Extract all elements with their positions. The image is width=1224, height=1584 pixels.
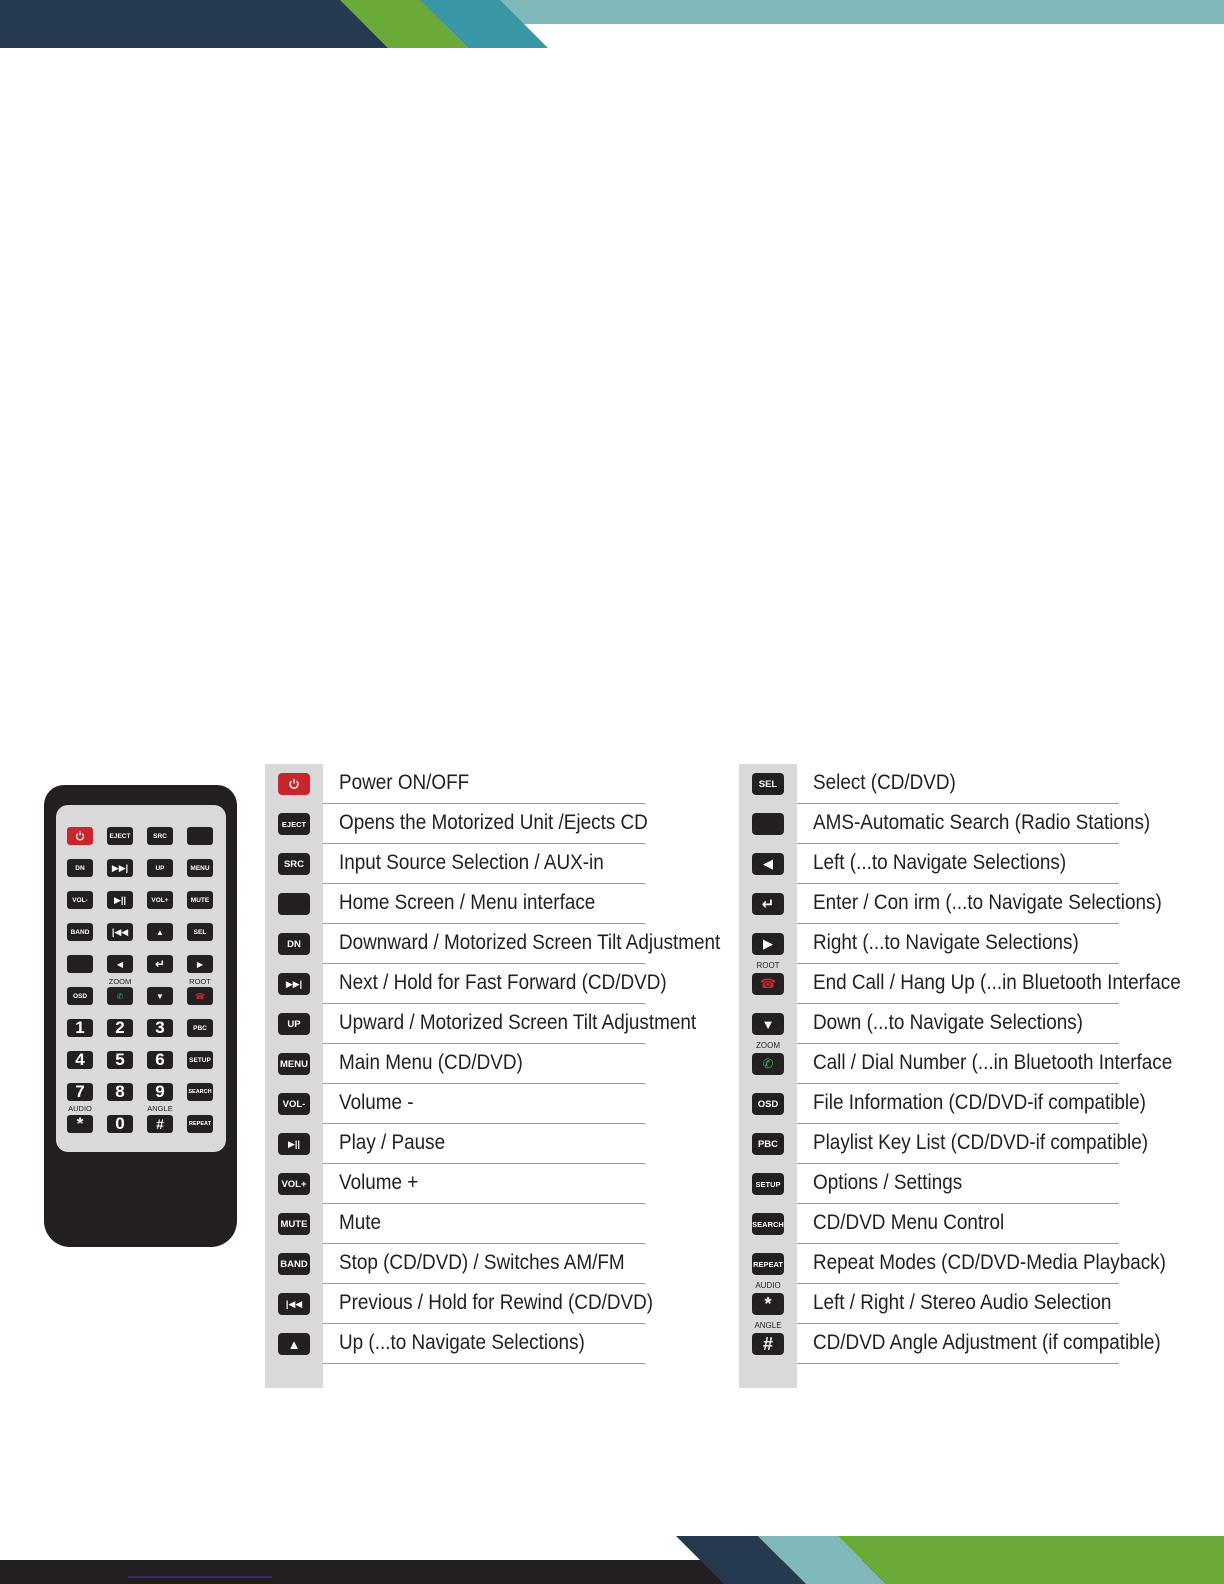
function-row — [265, 1324, 645, 1364]
remote-eject-key: EJECT — [107, 827, 133, 845]
key-label: VOL- — [282, 1098, 306, 1110]
function-description: Call / Dial Number (...in Bluetooth Interface — [813, 1051, 1173, 1074]
function-description: End Call / Hang Up (...in Bluetooth Interface — [813, 971, 1181, 994]
remote-enter-key: ↵ — [147, 955, 173, 973]
function-row — [739, 804, 1151, 844]
row-divider — [323, 1363, 645, 1364]
down-arrow-icon: ▼ — [752, 1013, 784, 1035]
remote-hang-up-key: ☎ — [187, 987, 213, 1005]
vol-key-icon — [278, 1173, 310, 1195]
key-label: SEL — [758, 778, 778, 790]
eject-key-icon — [278, 813, 310, 835]
function-row — [265, 1244, 645, 1284]
key-label: SEARCH — [752, 1219, 784, 1229]
sel-key-icon — [752, 773, 784, 795]
key-label: VOL+ — [281, 1178, 307, 1190]
function-row — [265, 964, 667, 1004]
remote-zoom-label: ZOOM — [108, 977, 132, 986]
remote-key-7: 7 — [67, 1083, 93, 1101]
key-label: BAND — [280, 1258, 308, 1270]
function-row — [739, 1004, 1119, 1044]
hang-up-icon: ☎ ROOT — [752, 973, 784, 995]
key-label: OSD — [757, 1098, 779, 1110]
enter-icon: ↵ — [752, 893, 784, 915]
remote-power-key — [67, 827, 93, 845]
remote-root-label: ROOT — [189, 977, 211, 986]
remote-band-key: BAND — [67, 923, 93, 941]
function-row — [739, 1124, 1149, 1164]
function-description: Enter / Con irm (...to Navigate Selections) — [813, 891, 1162, 914]
remote-hash-key: # — [147, 1115, 173, 1133]
function-row — [265, 924, 721, 964]
function-description: Playlist Key List (CD/DVD-if compatible) — [813, 1131, 1149, 1154]
key-label: SRC — [283, 858, 305, 870]
function-description: Input Source Selection / AUX-in — [339, 851, 604, 874]
remote-up-key: UP — [147, 859, 173, 877]
remote-previous-key: |◀◀ — [107, 923, 133, 941]
dn-key-icon — [278, 933, 310, 955]
row-divider — [797, 1363, 1119, 1364]
function-row — [739, 844, 1119, 884]
remote-key-2: 2 — [107, 1019, 133, 1037]
remote-up-arrow-key: ▲ — [147, 923, 173, 941]
osd-key-icon — [752, 1093, 784, 1115]
remote-key-0: 0 — [107, 1115, 133, 1133]
function-row — [265, 764, 645, 804]
function-description: Opens the Motorized Unit /Ejects CD — [339, 811, 648, 834]
key-label: # — [762, 1333, 773, 1354]
previous-icon: |◀◀ — [278, 1293, 310, 1315]
up-key-icon — [278, 1013, 310, 1035]
function-row — [265, 844, 645, 884]
key-label: MUTE — [280, 1218, 308, 1230]
star-key-icon — [752, 1281, 784, 1315]
repeat-key-icon — [752, 1253, 784, 1275]
remote-key-3: 3 — [147, 1019, 173, 1037]
remote-audio-label: AUDIO — [68, 1104, 92, 1113]
remote-ams-key — [67, 955, 93, 973]
setup-key-icon — [752, 1173, 784, 1195]
footer-band — [0, 1536, 1224, 1584]
remote-key-1: 1 — [67, 1019, 93, 1037]
remote-search-key: SEARCH — [187, 1083, 213, 1101]
function-description: Mute — [339, 1211, 382, 1234]
function-row — [265, 1204, 645, 1244]
play-pause-icon: ▶|| — [278, 1133, 310, 1155]
function-row — [265, 1004, 697, 1044]
remote-mute-key: MUTE — [187, 891, 213, 909]
function-description: Volume + — [339, 1171, 419, 1194]
remote-vol-minus-key: VOL- — [67, 891, 93, 909]
band-key-icon — [278, 1253, 310, 1275]
remote-left-arrow-key: ◀ — [107, 955, 133, 973]
function-description: Next / Hold for Fast Forward (CD/DVD) — [339, 971, 667, 994]
function-row — [265, 1084, 645, 1124]
remote-next-key: ▶▶| — [107, 859, 133, 877]
function-row — [265, 1164, 645, 1204]
src-key-icon — [278, 853, 310, 875]
key-sub-label: ANGLE — [754, 1321, 782, 1330]
function-row — [265, 884, 645, 924]
function-description: Play / Pause — [339, 1131, 446, 1154]
remote-repeat-key: REPEAT — [187, 1115, 213, 1133]
function-row — [265, 804, 648, 844]
function-row — [739, 1164, 1119, 1204]
up-arrow-icon: ▲ — [278, 1333, 310, 1355]
function-row — [739, 1084, 1146, 1124]
right-arrow-icon: ▶ — [752, 933, 784, 955]
key-sub-label: AUDIO — [755, 1281, 781, 1290]
header-band — [0, 0, 1224, 48]
remote-play-pause-key: ▶|| — [107, 891, 133, 909]
function-description: Repeat Modes (CD/DVD-Media Playback) — [813, 1251, 1166, 1274]
remote-dn-key: DN — [67, 859, 93, 877]
key-label: UP — [287, 1018, 301, 1030]
remote-key-9: 9 — [147, 1083, 173, 1101]
remote-call-key: ✆ — [107, 987, 133, 1005]
remote-menu-key: MENU — [187, 859, 213, 877]
function-row — [265, 1124, 645, 1164]
search-key-icon — [752, 1213, 784, 1235]
function-row — [739, 1041, 1173, 1084]
blank-key-icon — [752, 813, 784, 835]
remote-key-4: 4 — [67, 1051, 93, 1069]
remote-right-arrow-key: ▶ — [187, 955, 213, 973]
function-description: Up (...to Navigate Selections) — [339, 1331, 585, 1354]
function-description: Right (...to Navigate Selections) — [813, 931, 1079, 954]
next-icon: ▶▶| — [278, 973, 310, 995]
function-row — [739, 924, 1119, 964]
power-icon — [278, 773, 310, 795]
remote-src-key: SRC — [147, 827, 173, 845]
function-row — [739, 1281, 1119, 1324]
remote-star-key: * — [67, 1115, 93, 1133]
function-description: CD/DVD Angle Adjustment (if compatible) — [813, 1331, 1161, 1354]
key-sub-label: ROOT — [756, 961, 780, 970]
function-description: Upward / Motorized Screen Tilt Adjustment — [339, 1011, 697, 1034]
remote-home-key — [187, 827, 213, 845]
left-arrow-icon: ◀ — [752, 853, 784, 875]
remote-key-8: 8 — [107, 1083, 133, 1101]
remote-key-5: 5 — [107, 1051, 133, 1069]
function-description: Left (...to Navigate Selections) — [813, 851, 1067, 874]
vol-key-icon — [278, 1093, 310, 1115]
remote-osd-key: OSD — [67, 987, 93, 1005]
menu-key-icon — [278, 1053, 310, 1075]
blank-key-icon — [278, 893, 310, 915]
function-row — [739, 961, 1181, 1004]
key-sub-label: ZOOM — [756, 1041, 780, 1050]
key-label: EJECT — [281, 819, 307, 829]
function-row — [739, 1244, 1166, 1284]
key-label: DN — [287, 938, 301, 950]
function-row — [265, 1284, 654, 1324]
remote-pbc-key: PBC — [187, 1019, 213, 1037]
mute-key-icon — [278, 1213, 310, 1235]
function-row — [265, 1044, 645, 1084]
function-description: Power ON/OFF — [339, 771, 470, 794]
function-description: CD/DVD Menu Control — [813, 1211, 1005, 1234]
function-description: Volume - — [339, 1091, 414, 1114]
remote-vol-plus-key: VOL+ — [147, 891, 173, 909]
remote-setup-key: SETUP — [187, 1051, 213, 1069]
hash-key-icon — [752, 1321, 784, 1355]
remote-keypad — [56, 805, 226, 1152]
function-row — [739, 1321, 1161, 1364]
remote-key-6: 6 — [147, 1051, 173, 1069]
remote-down-arrow-key: ▼ — [147, 987, 173, 1005]
function-row — [739, 884, 1162, 924]
pbc-key-icon — [752, 1133, 784, 1155]
key-label: SETUP — [755, 1179, 781, 1189]
key-label: MENU — [280, 1058, 308, 1070]
function-description: Stop (CD/DVD) / Switches AM/FM — [339, 1251, 625, 1274]
call-icon: ✆ ZOOM — [752, 1053, 784, 1075]
function-description: Previous / Hold for Rewind (CD/DVD) — [339, 1291, 654, 1314]
function-description: Downward / Motorized Screen Tilt Adjustment — [339, 931, 721, 954]
function-row — [739, 764, 1119, 804]
function-description: Home Screen / Menu interface — [339, 891, 596, 914]
remote-control-illustration — [44, 785, 237, 1247]
remote-sel-key: SEL — [187, 923, 213, 941]
function-description: AMS-Automatic Search (Radio Stations) — [813, 811, 1151, 834]
remote-angle-label: ANGLE — [147, 1104, 173, 1113]
function-description: Left / Right / Stereo Audio Selection — [813, 1291, 1112, 1314]
function-description: Down (...to Navigate Selections) — [813, 1011, 1083, 1034]
function-description: Options / Settings — [813, 1171, 963, 1194]
function-description: Select (CD/DVD) — [813, 771, 956, 794]
function-description: Main Menu (CD/DVD) — [339, 1051, 523, 1074]
function-row — [739, 1204, 1119, 1244]
function-description: File Information (CD/DVD-if compatible) — [813, 1091, 1146, 1114]
key-label: REPEAT — [753, 1259, 783, 1269]
key-label: * — [764, 1293, 772, 1314]
key-label: PBC — [757, 1138, 779, 1150]
